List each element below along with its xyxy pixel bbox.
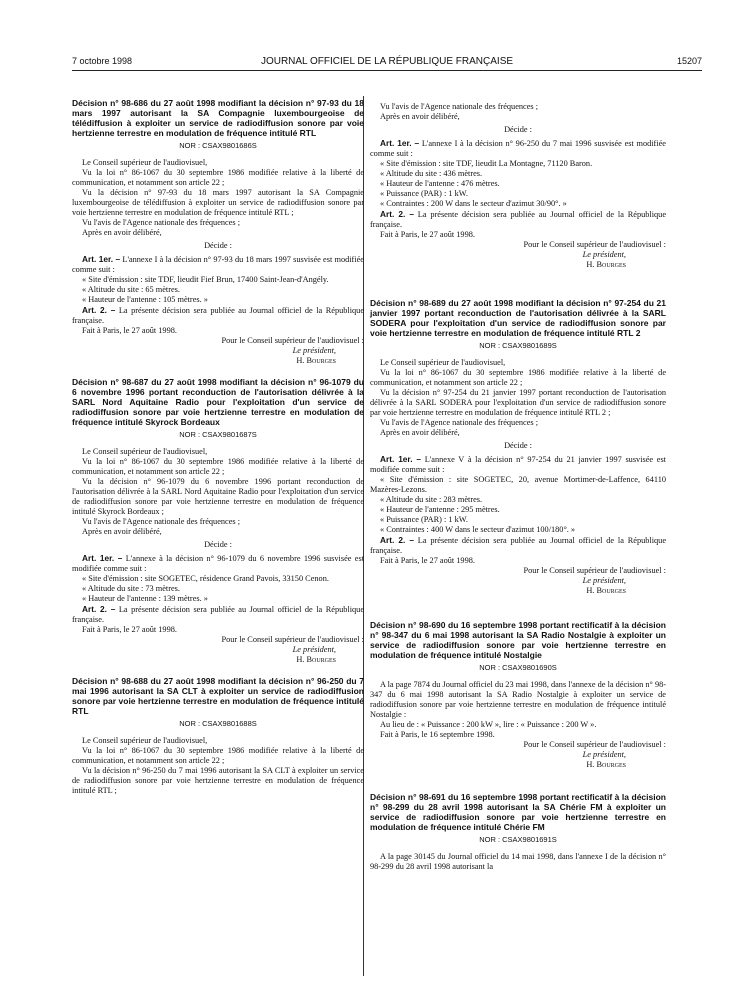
article-label: Art. 2. – — [82, 604, 116, 614]
paragraph: Après en avoir délibéré, — [380, 428, 460, 437]
annex-item: « Puissance (PAR) : 1 kW. — [380, 515, 468, 524]
annex-item: « Hauteur de l'antenne : 476 mètres. — [380, 179, 500, 188]
annex-item: « Contraintes : 200 W dans le secteur d'azimut 30/90°. » — [380, 199, 567, 208]
paragraph: A la page 30145 du Journal officiel du 14 mai 1998, dans l'annexe I de la décision n° 98-299 du 28 avril 1998 autorisant la — [370, 852, 666, 871]
annex-item: « Altitude du site : 65 mètres. — [82, 285, 180, 294]
signatory-name: H. Bourges — [586, 586, 626, 595]
annex-item: « Hauteur de l'antenne : 295 mètres. — [380, 505, 500, 514]
annex-item: « Site d'émission : site TDF, lieudit La Montagne, 71120 Baron. — [380, 159, 593, 168]
annex-item: « Altitude du site : 73 mètres. — [82, 584, 180, 593]
annex-item: « Contraintes : 400 W dans le secteur d'azimut 100/180°. » — [380, 525, 576, 534]
nor-reference: NOR : CSAX9801689S — [479, 341, 557, 350]
paragraph: Vu la loi n° 86-1067 du 30 septembre 1986 modifiée relative à la liberté de communication, et notamment son article 22 ; — [370, 368, 666, 387]
annex-item: « Hauteur de l'antenne : 105 mètres. » — [82, 295, 208, 304]
annex-item: « Site d'émission : site SOGETEC, 20, avenue Mortimer-de-Laffence, 64110 Mazères-Lezons. — [370, 475, 666, 494]
decide-heading: Décide : — [204, 241, 232, 250]
annex-item: « Site d'émission : site SOGETEC, résidence Grand Pavois, 33150 Cenon. — [82, 574, 329, 583]
article-text: L'annexe I à la décision n° 97-93 du 18 mars 1997 susvisée est modifiée comme suit : — [72, 255, 364, 274]
decision-98-688 — [72, 676, 364, 796]
left-column — [72, 98, 364, 796]
article-label: Art. 2. – — [82, 305, 116, 315]
paragraph: Après en avoir délibéré, — [82, 228, 162, 237]
right-column — [370, 102, 666, 872]
paragraph: Vu la décision n° 97-254 du 21 janvier 1997 portant reconduction de l'autorisation délivrée à la SARL SODERA pour l'exploitation d'un service de radiodiffusion sonore par voie hertzienne terrestre en modulation de fréquence intitulé RTL 2 ; — [370, 388, 666, 417]
signature-line: Pour le Conseil supérieur de l'audiovisuel : — [221, 336, 364, 345]
article-label: Art. 2. – — [380, 535, 414, 545]
signature-line: Pour le Conseil supérieur de l'audiovisuel : — [523, 566, 666, 575]
signing-date: Fait à Paris, le 27 août 1998. — [380, 230, 475, 239]
article-label: Art. 1er. – — [82, 553, 123, 563]
article-2 — [72, 604, 364, 625]
decision-98-690 — [370, 620, 666, 770]
decision-title: Décision n° 98-688 du 27 août 1998 modifiant la décision n° 96-250 du 7 mai 1996 autorisant la SA CLT à exploiter un service de radiodiffusion sonore par voie hertzienne terrestre en modulation de fréquence intitulé RTL — [72, 676, 364, 716]
article-text: La présente décision sera publiée au Journal officiel de la République française. — [370, 210, 666, 229]
signature-title: Le président, — [582, 576, 626, 585]
article-2 — [370, 535, 666, 556]
paragraph: Vu la décision n° 96-250 du 7 mai 1996 autorisant la SA CLT à exploiter un service de radiodiffusion sonore par voie hertzienne terrestre en modulation de fréquence intitulé RTL ; — [72, 766, 364, 795]
signature-line: Pour le Conseil supérieur de l'audiovisuel : — [221, 635, 364, 644]
annex-item: « Hauteur de l'antenne : 139 mètres. » — [82, 594, 208, 603]
paragraph: Vu la loi n° 86-1067 du 30 septembre 1986 modifiée relative à la liberté de communication, et notamment son article 22 ; — [72, 457, 364, 476]
decide-heading: Décide : — [504, 441, 532, 450]
article-1 — [72, 553, 364, 574]
nor-reference: NOR : CSAX9801686S — [179, 141, 257, 150]
decision-98-686 — [72, 98, 364, 366]
article-2 — [72, 305, 364, 326]
article-1 — [370, 138, 666, 159]
article-label: Art. 2. – — [380, 209, 414, 219]
decision-title: Décision n° 98-690 du 16 septembre 1998 portant rectificatif à la décision n° 98-347 du 6 mai 1998 autorisant la SA Radio Nostalgie à exploiter un service de radiodiffusion sonore par voie hertzienne terrestre en modulation de fréquence intitulé Nostalgie — [370, 620, 666, 660]
signature-line: Pour le Conseil supérieur de l'audiovisuel : — [523, 740, 666, 749]
header-rule — [72, 70, 702, 71]
article-text: L'annexe I à la décision n° 96-250 du 7 mai 1996 susvisée est modifiée comme suit : — [370, 139, 666, 158]
paragraph: Vu l'avis de l'Agence nationale des fréquences ; — [380, 102, 538, 111]
signature-line: Pour le Conseil supérieur de l'audiovisuel : — [523, 240, 666, 249]
signing-date: Fait à Paris, le 16 septembre 1998. — [380, 730, 495, 739]
decision-98-689 — [370, 298, 666, 596]
signature-title: Le président, — [292, 645, 336, 654]
decision-title: Décision n° 98-686 du 27 août 1998 modifiant la décision n° 97-93 du 18 mars 1997 autorisant la SA Compagnie luxembourgeoise de télédiffusion à exploiter un service de radiodiffusion sonore par voie hertzienne terrestre en modulation de fréquence intitulé RTL — [72, 98, 364, 138]
signature-title: Le président, — [582, 750, 626, 759]
annex-item: « Site d'émission : site TDF, lieudit Fief Brun, 17400 Saint-Jean-d'Angély. — [82, 275, 329, 284]
decision-98-687 — [72, 377, 364, 665]
paragraph: Le Conseil supérieur de l'audiovisuel, — [82, 736, 208, 745]
paragraph: Vu la décision n° 97-93 du 18 mars 1997 autorisant la SA Compagnie luxembourgeoise de télédiffusion à exploiter un service de radiodiffusion sonore par voie hertzienne terrestre en modulation de fréquence intitulé RTL ; — [72, 188, 364, 217]
paragraph: Vu l'avis de l'Agence nationale des fréquences ; — [82, 517, 240, 526]
paragraph: A la page 7874 du Journal officiel du 23 mai 1998, dans l'annexe de la décision n° 98-347 du 6 mai 1998 autorisant la SA Radio Nostalgie à exploiter un service de radiodiffusion sonore par voie hertzienne terrestre en modulation de fréquence intitulé Nostalgie : — [370, 680, 666, 719]
paragraph: Le Conseil supérieur de l'audiovisuel, — [82, 447, 208, 456]
signatory-name: H. Bourges — [586, 260, 626, 269]
paragraph: Après en avoir délibéré, — [82, 527, 162, 536]
article-text: La présente décision sera publiée au Journal officiel de la République française. — [72, 306, 364, 325]
signature-title: Le président, — [292, 346, 336, 355]
paragraph: Vu l'avis de l'Agence nationale des fréquences ; — [380, 418, 538, 427]
nor-reference: NOR : CSAX9801690S — [479, 663, 557, 672]
signatory-name: H. Bourges — [296, 356, 336, 365]
article-label: Art. 1er. – — [380, 454, 422, 464]
signing-date: Fait à Paris, le 27 août 1998. — [82, 625, 177, 634]
article-1 — [72, 254, 364, 275]
article-2 — [370, 209, 666, 230]
signing-date: Fait à Paris, le 27 août 1998. — [82, 326, 177, 335]
decide-heading: Décide : — [204, 540, 232, 549]
paragraph: Vu la loi n° 86-1067 du 30 septembre 1986 modifiée relative à la liberté de communication, et notamment son article 22 ; — [72, 168, 364, 187]
annex-item: « Altitude du site : 283 mètres. — [380, 495, 483, 504]
header-page-number: 15207 — [676, 56, 702, 66]
paragraph: Le Conseil supérieur de l'audiovisuel, — [82, 158, 208, 167]
signing-date: Fait à Paris, le 27 août 1998. — [380, 556, 475, 565]
paragraph: Le Conseil supérieur de l'audiovisuel, — [380, 358, 506, 367]
nor-reference: NOR : CSAX9801688S — [179, 719, 257, 728]
decision-title: Décision n° 98-687 du 27 août 1998 modifiant la décision n° 96-1079 du 6 novembre 1996 portant reconduction de l'autorisation délivrée à la SARL Nord Aquitaine Radio pour l'exploitation d'un service de radiodiffusion sonore par voie hertzienne terrestre en modulation de fréquence intitulé Skyrock Bordeaux — [72, 377, 364, 427]
paragraph: Vu la décision n° 96-1079 du 6 novembre 1996 portant reconduction de l'autorisation délivrée à la SARL Nord Aquitaine Radio pour l'exploitation d'un service de radiodiffusion sonore par voie hertzienne terrestre en modulation de fréquence intitulé Skyrock Bordeaux ; — [72, 477, 364, 516]
signatory-name: H. Bourges — [586, 760, 626, 769]
signature-title: Le président, — [582, 250, 626, 259]
nor-reference: NOR : CSAX9801691S — [479, 835, 557, 844]
paragraph: Au lieu de : « Puissance : 200 kW », lire : « Puissance : 200 W ». — [380, 720, 597, 729]
decision-title: Décision n° 98-691 du 16 septembre 1998 portant rectificatif à la décision n° 98-299 du 28 avril 1998 autorisant la SA Chérie FM à exploiter un service de radiodiffusion sonore par voie hertzienne terrestre en modulation de fréquence intitulé Chérie FM — [370, 792, 666, 832]
header-journal-title: JOURNAL OFFICIEL DE LA RÉPUBLIQUE FRANÇAISE — [260, 56, 514, 67]
article-text: L'annexe à la décision n° 96-1079 du 6 novembre 1996 susvisée est modifiée comme suit : — [72, 554, 364, 573]
page-header — [72, 56, 702, 70]
decide-heading: Décide : — [504, 125, 532, 134]
paragraph: Vu la loi n° 86-1067 du 30 septembre 1986 modifiée relative à la liberté de communication, et notamment son article 22 ; — [72, 746, 364, 765]
nor-reference: NOR : CSAX9801687S — [179, 430, 257, 439]
header-date: 7 octobre 1998 — [72, 56, 133, 66]
article-text: L'annexe V à la décision n° 97-254 du 21 janvier 1997 susvisée est modifiée comme suit : — [370, 455, 666, 474]
decision-title: Décision n° 98-689 du 27 août 1998 modifiant la décision n° 97-254 du 21 janvier 1997 portant reconduction de l'autorisation délivrée à la SARL SODERA pour l'exploitation d'un service de radiodiffusion sonore par voie hertzienne terrestre en modulation de fréquence intitulé RTL 2 — [370, 298, 666, 338]
paragraph: Après en avoir délibéré, — [380, 112, 460, 121]
article-text: La présente décision sera publiée au Journal officiel de la République française. — [72, 605, 364, 624]
decision-98-688-continued — [370, 102, 666, 270]
paragraph: Vu l'avis de l'Agence nationale des fréquences ; — [82, 218, 240, 227]
decision-98-691 — [370, 792, 666, 872]
annex-item: « Altitude du site : 436 mètres. — [380, 169, 483, 178]
article-text: La présente décision sera publiée au Journal officiel de la République française. — [370, 536, 666, 555]
article-label: Art. 1er. – — [380, 138, 420, 148]
article-label: Art. 1er. – — [82, 254, 121, 264]
signatory-name: H. Bourges — [296, 655, 336, 664]
annex-item: « Puissance (PAR) : 1 kW. — [380, 189, 468, 198]
article-1 — [370, 454, 666, 475]
